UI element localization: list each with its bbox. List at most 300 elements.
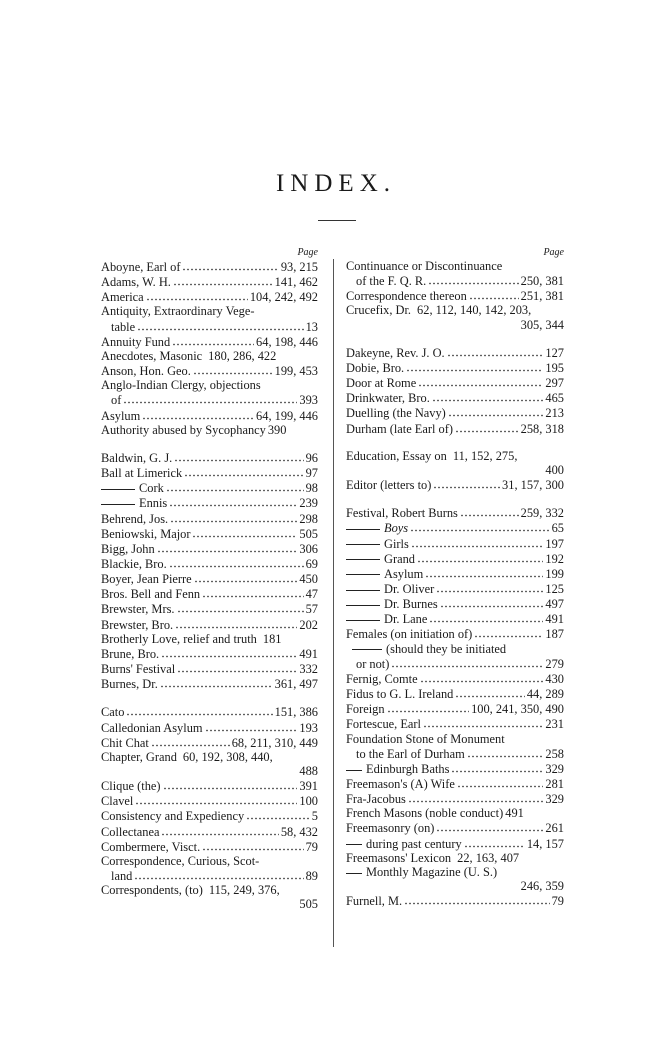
index-entry-term: Behrend, Jos. bbox=[101, 511, 169, 526]
index-entry-term: Boyer, Jean Pierre bbox=[101, 572, 192, 587]
index-entry-term: Correspondence, Curious, Scot- bbox=[101, 853, 260, 868]
index-column-left bbox=[101, 247, 318, 912]
index-entry-term: Brewster, Bro. bbox=[101, 617, 174, 632]
index-entry-pages: 258, 318 bbox=[520, 421, 564, 436]
index-entry-pages: 251, 381 bbox=[520, 289, 564, 304]
dot-leader bbox=[202, 839, 303, 851]
index-entry bbox=[101, 854, 318, 868]
index-entry-term: Cato bbox=[101, 705, 125, 720]
dot-leader bbox=[425, 566, 543, 578]
index-entry-term: Fidus to G. L. Ireland bbox=[346, 687, 454, 702]
dot-leader bbox=[177, 661, 297, 673]
index-entry-pages: 96 bbox=[305, 450, 318, 465]
index-entry bbox=[101, 334, 318, 349]
dot-leader bbox=[135, 793, 297, 805]
index-entry-term: Combermere, Visct. bbox=[101, 839, 201, 854]
index-entry-pages: 69 bbox=[305, 556, 318, 571]
dot-leader bbox=[169, 495, 297, 507]
index-entry bbox=[346, 791, 564, 806]
index-entry-pages: 93, 215 bbox=[280, 260, 318, 274]
index-entry-term: Festival, Robert Burns bbox=[346, 506, 458, 521]
index-entry-pages: 57 bbox=[305, 602, 318, 617]
dot-leader bbox=[193, 363, 273, 375]
index-entry bbox=[346, 761, 564, 776]
dot-leader bbox=[182, 259, 278, 271]
index-entry-pages: 47 bbox=[305, 587, 318, 602]
dot-leader bbox=[246, 808, 310, 820]
index-entry bbox=[101, 363, 318, 378]
index-entry bbox=[346, 686, 564, 701]
index-entry bbox=[101, 289, 318, 304]
index-entry-term: Grand bbox=[384, 551, 415, 566]
dot-leader bbox=[173, 274, 273, 286]
index-entry-continuation: 400 bbox=[545, 462, 564, 477]
index-entry bbox=[346, 671, 564, 686]
index-entry-term: of the F. Q. R. bbox=[356, 274, 427, 289]
index-entry-term: (should they be initiated bbox=[386, 641, 507, 656]
dot-leader bbox=[157, 541, 298, 553]
index-entry bbox=[101, 646, 318, 661]
index-entry-pages: 79 bbox=[551, 894, 564, 909]
index-entry-term: Authority abused by Sycophancy bbox=[101, 422, 266, 437]
dot-leader bbox=[423, 716, 543, 728]
index-entry bbox=[346, 360, 564, 375]
index-entry-pages: 64, 199, 446 bbox=[256, 408, 318, 423]
index-entry-term: Anson, Hon. Geo. bbox=[101, 364, 191, 379]
index-entry-term: Drinkwater, Bro. bbox=[346, 391, 430, 406]
index-entry-pages: 281 bbox=[545, 777, 564, 791]
index-entry-pages: 5 bbox=[311, 809, 318, 824]
index-entry-term: Dr. Burnes bbox=[384, 597, 438, 612]
index-entry-pages: 141, 462 bbox=[274, 275, 318, 290]
dot-leader bbox=[151, 735, 230, 747]
dot-leader bbox=[169, 556, 304, 568]
index-entry bbox=[346, 611, 564, 626]
index-entry-term: Consistency and Expediency bbox=[101, 809, 245, 824]
index-entry-term: Dr. Lane bbox=[384, 612, 428, 627]
index-entry-pages: 297 bbox=[545, 376, 564, 391]
index-entry-pages: 361, 497 bbox=[274, 677, 318, 692]
dot-leader bbox=[455, 421, 519, 433]
index-entry bbox=[101, 839, 318, 854]
index-entry-pages: 187 bbox=[545, 627, 564, 642]
dot-leader bbox=[387, 701, 470, 713]
dot-leader bbox=[137, 319, 304, 331]
index-entry-term: Duelling (the Navy) bbox=[346, 406, 446, 421]
index-entry bbox=[101, 349, 318, 363]
index-entry-term: Chit Chat bbox=[101, 735, 149, 750]
index-entry-term: table bbox=[111, 319, 136, 334]
index-entry bbox=[101, 259, 318, 274]
index-entry bbox=[101, 750, 318, 764]
dot-leader bbox=[202, 586, 303, 598]
index-entry bbox=[346, 820, 564, 835]
index-entry-term: Dr. Oliver bbox=[384, 581, 435, 596]
index-entry bbox=[101, 704, 318, 719]
index-entry-pages: 62, 112, 140, 142, 203, bbox=[417, 303, 532, 318]
index-entry-term: Brewster, Mrs. bbox=[101, 602, 175, 617]
index-entry bbox=[346, 581, 564, 596]
dot-leader bbox=[440, 596, 544, 608]
index-entry-pages: 125 bbox=[545, 581, 564, 596]
index-entry-term: Freemasonry (on) bbox=[346, 821, 435, 836]
index-entry-pages: 68, 211, 310, 449 bbox=[231, 735, 318, 750]
index-entry bbox=[346, 477, 564, 492]
dot-leader bbox=[417, 551, 543, 563]
index-entry-term: Dobie, Bro. bbox=[346, 360, 405, 375]
dot-leader bbox=[161, 824, 278, 836]
index-entry-term: Cork bbox=[139, 481, 164, 496]
dot-leader bbox=[469, 288, 519, 300]
dot-leader bbox=[448, 405, 544, 417]
index-entry bbox=[101, 661, 318, 676]
page-column-label: Page bbox=[543, 247, 564, 258]
index-entry bbox=[346, 701, 564, 716]
index-entry-pages: 100 bbox=[299, 794, 318, 809]
index-entry bbox=[101, 735, 318, 750]
index-entry-term: Beniowski, Major bbox=[101, 526, 191, 541]
index-entry-term: Blackie, Bro. bbox=[101, 556, 167, 571]
index-entry bbox=[346, 551, 564, 566]
index-entry-term: Correspondents, (to) bbox=[101, 883, 203, 898]
entry-gap bbox=[346, 436, 564, 449]
index-entry-term: Crucefix, Dr. bbox=[346, 303, 412, 318]
index-entry-pages: 31, 157, 300 bbox=[502, 478, 564, 493]
dot-leader bbox=[126, 704, 272, 716]
index-entry-term: Fortescue, Earl bbox=[346, 717, 422, 732]
index-entry-pages: 239 bbox=[299, 496, 318, 511]
index-entry-pages: 465 bbox=[545, 391, 564, 406]
index-entry bbox=[346, 642, 564, 656]
index-entry-pages: 505 bbox=[299, 526, 318, 541]
index-entry bbox=[346, 390, 564, 405]
index-entry-pages: 450 bbox=[299, 572, 318, 587]
index-entry-pages: 44, 289 bbox=[526, 687, 564, 702]
index-entry bbox=[101, 793, 318, 808]
dot-leader bbox=[194, 571, 298, 583]
ditto-dash bbox=[346, 620, 380, 621]
index-entry-term: Correspondence thereon bbox=[346, 289, 467, 304]
index-entry bbox=[346, 716, 564, 731]
index-entry-term: Dakeyne, Rev. J. O. bbox=[346, 345, 445, 360]
index-entry-pages: 64, 198, 446 bbox=[256, 334, 318, 349]
index-entry-term: Bigg, John bbox=[101, 541, 155, 556]
dot-leader bbox=[146, 289, 248, 301]
index-entry bbox=[101, 586, 318, 601]
index-entry-pages: 306 bbox=[299, 541, 318, 556]
index-entry bbox=[346, 893, 564, 908]
index-entry bbox=[346, 303, 564, 317]
index-entry-term: Brotherly Love, relief and truth bbox=[101, 631, 257, 646]
index-entry-pages: 259, 332 bbox=[520, 506, 564, 521]
index-entry-term: Freemasons' Lexicon bbox=[346, 850, 452, 865]
index-entry-pages: 298 bbox=[299, 511, 318, 526]
index-entry-term: Adams, W. H. bbox=[101, 275, 171, 290]
index-entry-term: Foreign bbox=[346, 702, 385, 717]
dot-leader bbox=[408, 791, 544, 803]
index-entry-pages: 180, 286, 422 bbox=[208, 348, 277, 363]
dot-leader bbox=[177, 601, 304, 613]
index-entry-term: Burns' Festival bbox=[101, 662, 176, 677]
index-entry-pages: 14, 157 bbox=[526, 836, 564, 851]
index-entry-pages: 193 bbox=[299, 720, 318, 735]
index-entry bbox=[101, 480, 318, 495]
index-entry-pages: 98 bbox=[305, 481, 318, 496]
index-entry-pages: 430 bbox=[545, 671, 564, 686]
dot-leader bbox=[134, 868, 303, 880]
index-entry-continuation: 305, 344 bbox=[520, 317, 564, 332]
index-entry-term: Ennis bbox=[139, 496, 168, 511]
page-title: INDEX. bbox=[275, 170, 396, 197]
index-entry-pages: 258 bbox=[545, 746, 564, 761]
index-entry bbox=[101, 319, 318, 334]
ditto-dash bbox=[346, 873, 362, 874]
index-entry bbox=[101, 274, 318, 289]
index-entry bbox=[346, 732, 564, 746]
index-entry bbox=[346, 566, 564, 581]
index-entry bbox=[101, 378, 318, 392]
dot-leader bbox=[406, 360, 543, 372]
index-entry-pages: 11, 152, 275, bbox=[452, 448, 518, 463]
dot-leader bbox=[192, 526, 297, 538]
index-entry bbox=[346, 596, 564, 611]
index-entry-term: Collectanea bbox=[101, 824, 160, 839]
dot-leader bbox=[436, 820, 543, 832]
index-entry-term: Girls bbox=[384, 536, 409, 551]
index-entry-term: to the Earl of Durham bbox=[356, 746, 465, 761]
index-entry-pages: 391 bbox=[299, 779, 318, 794]
dot-leader bbox=[436, 581, 543, 593]
dot-leader bbox=[160, 676, 273, 688]
index-entry-term: Anglo-Indian Clergy, objections bbox=[101, 378, 261, 393]
index-entry-pages: 491 bbox=[505, 806, 524, 821]
index-entry bbox=[346, 505, 564, 520]
dot-leader bbox=[184, 465, 303, 477]
dot-leader bbox=[391, 656, 543, 668]
index-entry bbox=[101, 617, 318, 632]
dot-leader bbox=[404, 893, 550, 905]
index-entry bbox=[346, 851, 564, 865]
index-entry-pages: 250, 381 bbox=[520, 274, 564, 289]
index-entry-pages: 151, 386 bbox=[274, 705, 318, 720]
index-entry-term: Chapter, Grand bbox=[101, 749, 177, 764]
index-entry bbox=[101, 883, 318, 897]
index-entry bbox=[101, 571, 318, 586]
entry-gap bbox=[101, 691, 318, 704]
entry-gap bbox=[346, 492, 564, 505]
index-entry-term: Antiquity, Extraordinary Vege- bbox=[101, 304, 255, 319]
index-entry-pages: 13 bbox=[305, 319, 318, 334]
index-entry-pages: 100, 241, 350, 490 bbox=[471, 702, 564, 717]
index-entry-term: America bbox=[101, 290, 144, 305]
index-entry-pages: 332 bbox=[299, 662, 318, 677]
index-entry bbox=[101, 824, 318, 839]
entry-gap bbox=[346, 332, 564, 345]
ditto-dash bbox=[101, 504, 135, 505]
index-column-right bbox=[346, 247, 564, 908]
index-entry-pages: 104, 242, 492 bbox=[249, 290, 318, 305]
dot-leader bbox=[172, 334, 254, 346]
index-entry-pages: 60, 192, 308, 440, bbox=[182, 749, 273, 764]
index-entry-term: Door at Rome bbox=[346, 376, 417, 391]
index-entry-pages: 231 bbox=[545, 717, 564, 732]
index-entry-pages: 329 bbox=[545, 792, 564, 807]
ditto-dash bbox=[346, 605, 380, 606]
index-entry bbox=[101, 526, 318, 541]
index-entry bbox=[101, 511, 318, 526]
dot-leader bbox=[428, 273, 518, 285]
index-entry-pages: 329 bbox=[545, 761, 564, 776]
index-entry-pages: 79 bbox=[305, 839, 318, 854]
index-entry bbox=[101, 495, 318, 510]
index-entry-term: Furnell, M. bbox=[346, 894, 403, 909]
index-entry bbox=[346, 746, 564, 761]
index-entry-term: land bbox=[111, 869, 133, 884]
index-entry bbox=[101, 601, 318, 616]
index-entry bbox=[101, 676, 318, 691]
dot-leader bbox=[429, 611, 543, 623]
index-entry-term: Ball at Limerick bbox=[101, 466, 183, 481]
ditto-dash bbox=[346, 529, 380, 530]
index-entry-term: Fernig, Comte bbox=[346, 671, 418, 686]
index-entry-pages: 58, 432 bbox=[280, 824, 318, 839]
dot-leader bbox=[464, 836, 525, 848]
dot-leader bbox=[460, 505, 519, 517]
index-entry-term: during past century bbox=[366, 836, 462, 851]
index-entry-pages: 491 bbox=[299, 646, 318, 661]
index-entry bbox=[101, 392, 318, 407]
index-entry-term: of bbox=[111, 393, 122, 408]
index-entry-pages: 393 bbox=[299, 393, 318, 408]
index-entry-pages: 192 bbox=[545, 551, 564, 566]
index-entry bbox=[101, 720, 318, 735]
index-entry bbox=[101, 868, 318, 883]
index-entry-term: Bros. Bell and Fenn bbox=[101, 587, 201, 602]
index-entry bbox=[101, 541, 318, 556]
dot-leader bbox=[474, 626, 543, 638]
index-entry-pages: 199 bbox=[545, 566, 564, 581]
dot-leader bbox=[170, 511, 297, 523]
index-entry bbox=[346, 449, 564, 463]
index-entry-term: Asylum bbox=[384, 566, 424, 581]
index-entry bbox=[346, 776, 564, 791]
dot-leader bbox=[467, 746, 544, 758]
index-entry bbox=[101, 556, 318, 571]
index-entry-pages: 22, 163, 407 bbox=[457, 850, 520, 865]
index-entry-pages: 65 bbox=[551, 521, 564, 536]
column-divider bbox=[333, 259, 334, 947]
index-entry bbox=[101, 450, 318, 465]
index-entry bbox=[346, 259, 564, 273]
index-entry bbox=[346, 656, 564, 671]
dot-leader bbox=[411, 536, 544, 548]
index-entry-pages: 199, 453 bbox=[274, 364, 318, 379]
dot-leader bbox=[174, 450, 303, 462]
index-entry-term: Durham (late Earl of) bbox=[346, 421, 453, 436]
dot-leader bbox=[432, 390, 544, 402]
ditto-dash bbox=[346, 559, 380, 560]
index-entry-pages: 197 bbox=[545, 536, 564, 551]
dot-leader bbox=[163, 778, 298, 790]
index-entry-continuation: 488 bbox=[299, 764, 318, 778]
index-entry-term: Monthly Magazine (U. S.) bbox=[366, 864, 498, 879]
index-entry-continuation: 505 bbox=[299, 897, 318, 912]
dot-leader bbox=[161, 646, 297, 658]
index-entry-term: Education, Essay on bbox=[346, 448, 447, 463]
ditto-dash bbox=[346, 770, 362, 771]
index-entry-pages: 195 bbox=[545, 360, 564, 375]
index-entry bbox=[346, 520, 564, 535]
dot-leader bbox=[455, 686, 524, 698]
dot-leader bbox=[457, 776, 544, 788]
index-entry-pages: 127 bbox=[545, 345, 564, 360]
index-entry bbox=[346, 421, 564, 436]
index-entry-pages: 202 bbox=[299, 617, 318, 632]
index-entry-pages: 261 bbox=[545, 821, 564, 836]
ditto-dash bbox=[346, 544, 380, 545]
index-entry-term: Anecdotes, Masonic bbox=[101, 348, 203, 363]
index-entry bbox=[101, 632, 318, 646]
index-entry-term: Edinburgh Baths bbox=[366, 761, 450, 776]
index-entry-term: Boys bbox=[384, 521, 409, 536]
index-entry bbox=[346, 865, 564, 879]
index-entry bbox=[101, 465, 318, 480]
index-entry bbox=[346, 806, 564, 820]
index-entry bbox=[346, 626, 564, 641]
index-entry-continuation: 246, 359 bbox=[520, 879, 564, 894]
dot-leader bbox=[410, 520, 550, 532]
index-entry-term: Females (on initiation of) bbox=[346, 627, 473, 642]
index-entry-pages: 115, 249, 376, bbox=[208, 883, 280, 898]
index-entry bbox=[346, 273, 564, 288]
index-entry bbox=[101, 304, 318, 318]
index-entry-term: Brune, Bro. bbox=[101, 646, 160, 661]
index-entry-pages: 97 bbox=[305, 466, 318, 481]
ditto-dash bbox=[352, 649, 382, 650]
dot-leader bbox=[205, 720, 298, 732]
dot-leader bbox=[123, 392, 297, 404]
index-entry bbox=[101, 778, 318, 793]
dot-leader bbox=[418, 375, 543, 387]
index-entry-pages: 89 bbox=[305, 869, 318, 884]
index-entry-pages: 497 bbox=[545, 597, 564, 612]
index-entry-pages: 491 bbox=[545, 612, 564, 627]
index-entry bbox=[346, 375, 564, 390]
index-entry bbox=[346, 345, 564, 360]
ditto-dash bbox=[346, 574, 380, 575]
index-entry-term: Baldwin, G. J. bbox=[101, 450, 173, 465]
index-entry-term: Asylum bbox=[101, 408, 141, 423]
index-entry bbox=[346, 836, 564, 851]
index-entry-term: Freemason's (A) Wife bbox=[346, 777, 455, 791]
index-entry-pages: 181 bbox=[262, 631, 282, 646]
index-entry-pages: 390 bbox=[267, 422, 287, 437]
dot-leader bbox=[433, 477, 500, 489]
index-entry bbox=[101, 408, 318, 423]
index-entry-term: or not) bbox=[356, 656, 390, 671]
index-entry-term: Burnes, Dr. bbox=[101, 677, 158, 692]
index-entry-term: Fra-Jacobus bbox=[346, 792, 406, 807]
index-entry-term: Foundation Stone of Monument bbox=[346, 731, 505, 746]
index-entry bbox=[101, 808, 318, 823]
index-entry-term: Calledonian Asylum bbox=[101, 720, 203, 735]
page-column-label: Page bbox=[297, 247, 318, 258]
dot-leader bbox=[420, 671, 544, 683]
dot-leader bbox=[175, 617, 297, 629]
index-entry bbox=[346, 288, 564, 303]
index-entry-pages: 213 bbox=[545, 406, 564, 421]
index-entry bbox=[101, 423, 318, 437]
